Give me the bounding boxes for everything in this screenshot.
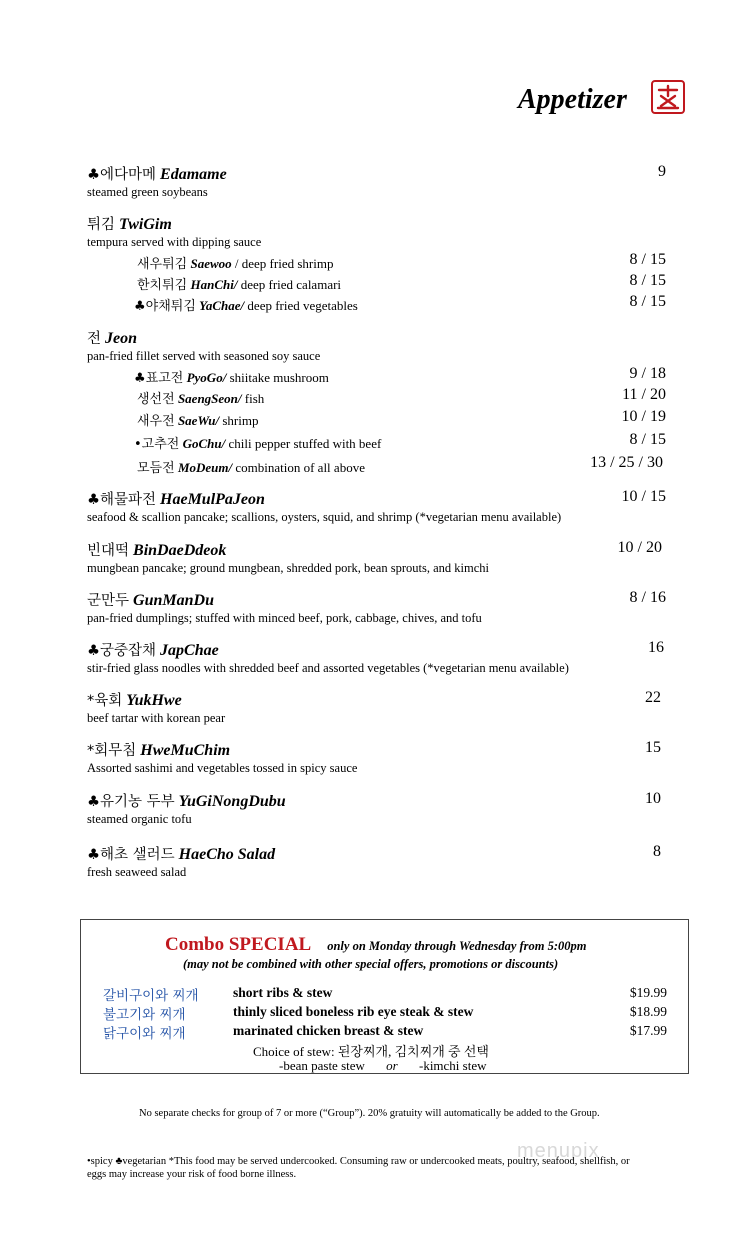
group-policy-note: No separate checks for group of 7 or more (“Group”). 20% gratuity will automatically be added to the Group. [139,1108,600,1119]
page-title: Appetizer [518,84,627,115]
item-korean-name: *회무침 [87,743,137,759]
item-description: tempura served with dipping sauce [87,235,262,249]
item-english-name: HweMuChim [140,742,231,759]
item-price: 10 [645,790,661,807]
sub-item-pyogo: ♣표고전 PyoGo/ shiitake mushroom [134,370,329,386]
item-korean-name: ♣유기농 두부 [87,794,175,810]
watermark: menupix [517,1140,600,1162]
item-english-name: TwiGim [119,216,172,233]
sub-item-price: 8 / 15 [629,251,666,268]
item-english-name: HaeCho Salad [178,846,276,863]
combo-row-price: $17.99 [629,1023,667,1038]
item-description: pan-fried fillet served with seasoned soy sauce [87,349,321,363]
combo-row-en: short ribs & stew [233,985,333,1000]
item-price: 22 [645,689,661,706]
combo-row-kr: 불고기와 찌개 [103,1007,186,1023]
sub-item-price: 11 / 20 [622,386,666,403]
combo-row-price: $18.99 [629,1004,667,1019]
item-english-name: BinDaeDdeok [133,542,227,559]
sub-item-price: 9 / 18 [629,365,666,382]
combo-row-en: thinly sliced boneless rib eye steak & stew [233,1004,474,1019]
item-korean-name: ♣해물파전 [87,492,157,508]
sub-item-price: 8 / 15 [629,293,666,310]
item-description: steamed organic tofu [87,812,192,826]
item-description: fresh seaweed salad [87,865,187,879]
item-price: 16 [648,639,664,656]
combo-row-kr: 닭구이와 찌개 [103,1026,186,1042]
sub-item-modeum: 모듬전 MoDeum/ combination of all above [137,460,365,476]
combo-title: Combo SPECIAL [165,934,312,955]
combo-availability: only on Monday through Wednesday from 5:00pm [327,939,587,953]
item-price: 10 / 20 [617,539,662,556]
sub-item-price: 13 / 25 / 30 [590,454,663,471]
combo-row-kr: 갈비구이와 찌개 [103,988,199,1004]
item-description: mungbean pancake; ground mungbean, shredded pork, bean sprouts, and kimchi [87,561,489,575]
item-korean-name: 군만두 [87,593,130,609]
stew-choice-label: Choice of stew: 된장찌개, 김치찌개 중 선택 [253,1044,489,1059]
item-price: 8 [653,843,661,860]
combo-disclaimer: (may not be combined with other special offers, promotions or discounts) [183,957,559,971]
item-english-name: JapChae [160,642,219,659]
item-english-name: YukHwe [126,692,182,709]
item-korean-name: 빈대떡 [87,543,130,559]
item-description: beef tartar with korean pear [87,711,226,725]
item-english-name: Jeon [105,330,138,347]
sub-item-saewu: 새우전 SaeWu/ shrimp [137,413,259,429]
sub-item-price: 8 / 15 [629,431,666,448]
item-english-name: HaeMulPaJeon [160,491,265,508]
combo-special-box [80,919,689,1074]
item-price: 10 / 15 [621,488,666,505]
item-description: Assorted sashimi and vegetables tossed in spicy sauce [87,761,358,775]
item-english-name: Edamame [160,166,227,183]
restaurant-seal-icon [651,80,685,114]
item-price: 15 [645,739,661,756]
item-korean-name: ♣해초 샐러드 [87,847,175,863]
sub-item-saewoo: 새우튀김 Saewoo / deep fried shrimp [137,256,334,272]
sub-item-saengseon: 생선전 SaengSeon/ fish [137,391,265,407]
item-english-name: GunManDu [133,592,214,609]
item-description: steamed green soybeans [87,185,208,199]
combo-row-price: $19.99 [629,985,667,1000]
item-description: stir-fried glass noodles with shredded beef and assorted vegetables (*vegetarian menu available) [87,661,569,675]
sub-item-price: 8 / 15 [629,272,666,289]
item-price: 9 [658,163,666,180]
item-korean-name: 전 [87,331,102,347]
combo-row-en: marinated chicken breast & stew [233,1023,424,1038]
item-price: 8 / 16 [629,589,666,606]
item-description: seafood & scallion pancake; scallions, oysters, squid, and shrimp (*vegetarian menu available) [87,510,562,524]
item-description: pan-fried dumplings; stuffed with minced beef, pork, cabbage, chives, and tofu [87,611,482,625]
item-korean-name: ♣궁중잡채 [87,643,157,659]
sub-item-yachae: ♣야채튀김 YaChae/ deep fried vegetables [134,298,358,314]
item-korean-name: ♣에다마메 [87,167,157,183]
item-korean-name: 튀김 [87,217,116,233]
item-english-name: YuGiNongDubu [178,793,286,810]
legend-line-2: eggs may increase your risk of food borne illness. [87,1169,297,1180]
sub-item-hanchi: 한치튀김 HanChi/ deep fried calamari [137,277,342,293]
legend-line-1: •spicy ♣vegetarian *This food may be served undercooked. Consuming raw or undercooked meats, poultry, seafood, shellfish, or [87,1156,630,1167]
item-korean-name: *육회 [87,693,123,709]
sub-item-gochu: •고추전 GoChu/ chili pepper stuffed with beef [134,436,382,452]
sub-item-price: 10 / 19 [621,408,666,425]
stew-options: -bean paste stew or -kimchi stew [279,1058,487,1073]
